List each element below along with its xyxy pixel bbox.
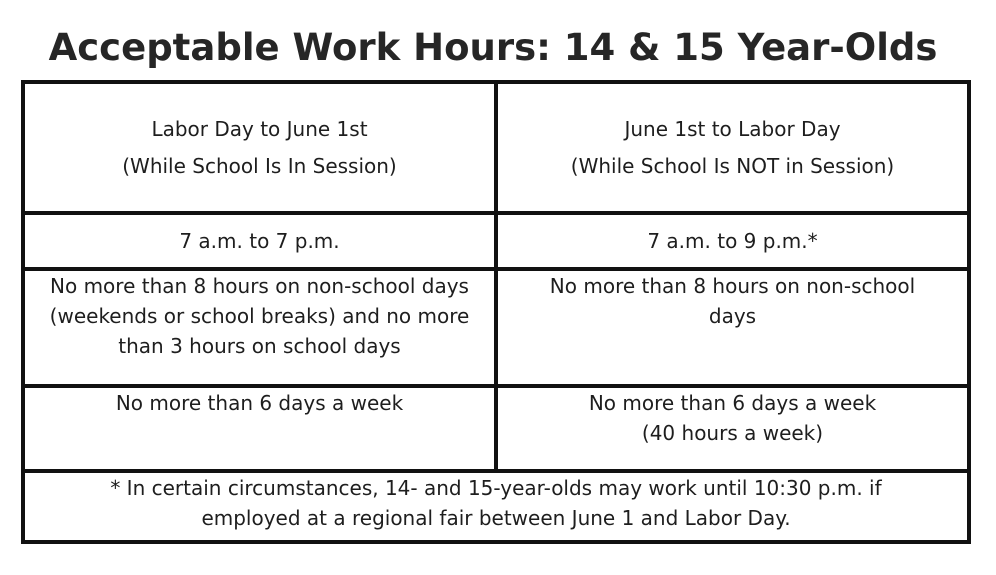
table-row-hours-limit	[23, 269, 969, 386]
text-line: No more than 6 days a week	[115, 391, 404, 415]
period-heading: Labor Day to June 1st	[151, 116, 368, 141]
cell-summer-days	[496, 386, 969, 471]
table-row-times	[23, 213, 969, 269]
cell-school-session-times: 7 a.m. to 7 p.m.	[23, 213, 496, 269]
footnote-line: * In certain circumstances, 14- and 15-year-olds may work until 10:30 p.m. if	[110, 476, 882, 500]
text-line: No more than 8 hours on non-school	[549, 274, 916, 298]
table-row-period-headings	[23, 82, 969, 213]
work-hours-table	[21, 80, 971, 544]
text-line: days	[708, 304, 757, 328]
period-heading: June 1st to Labor Day	[624, 116, 841, 141]
cell-school-session-heading	[23, 82, 496, 213]
cell-summer-times: 7 a.m. to 9 p.m.*	[496, 213, 969, 269]
text-line: (40 hours a week)	[641, 421, 824, 445]
period-subheading: (While School Is NOT in Session)	[570, 153, 895, 178]
text-line: (weekends or school breaks) and no more	[49, 304, 470, 328]
footnote-cell	[23, 471, 969, 542]
cell-school-session-days	[23, 386, 496, 471]
text-line: No more than 6 days a week	[588, 391, 877, 415]
cell-summer-heading	[496, 82, 969, 213]
cell-summer-hours	[496, 269, 969, 386]
cell-school-session-hours	[23, 269, 496, 386]
footnote-line: employed at a regional fair between June 1 and Labor Day.	[201, 506, 791, 530]
page-title: Acceptable Work Hours: 14 & 15 Year-Olds	[48, 26, 938, 69]
table-row-days-limit	[23, 386, 969, 471]
text-line: No more than 8 hours on non-school days	[50, 274, 469, 298]
table-row-footnote	[23, 471, 969, 542]
text-line: than 3 hours on school days	[118, 334, 401, 358]
period-subheading: (While School Is In Session)	[122, 153, 397, 178]
